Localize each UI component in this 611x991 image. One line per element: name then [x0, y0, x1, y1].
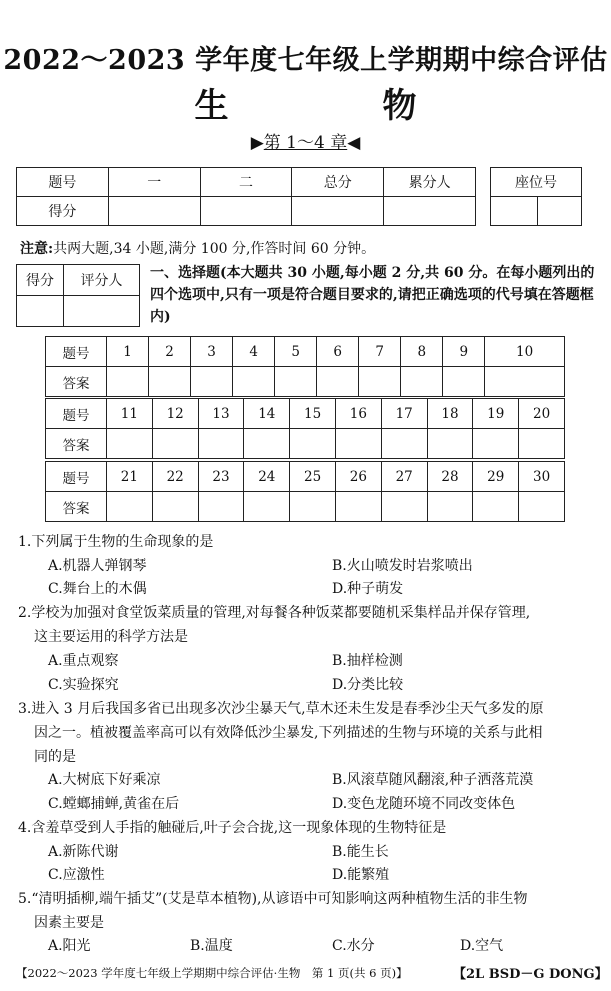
question-3-stem-line2: 因之一。植被覆盖率高可以有效降低沙尘暴发,下列描述的生物与环境的关系与此相 [34, 725, 543, 741]
question-3-option-c[interactable]: C.螳螂捕蝉,黄雀在后 [48, 796, 180, 812]
question-number: 6 [317, 337, 359, 367]
question-5-stem: 5.“清明插柳,端午插艾”(艾是草本植物),从谚语中可知影响这两种植物生活的非生物 [18, 891, 528, 907]
score-cell: 得分 [17, 197, 109, 226]
score-table-header-row [17, 168, 476, 197]
question-number: 14 [244, 399, 290, 429]
question-number: 10 [485, 337, 565, 367]
answer-cell[interactable] [381, 492, 427, 522]
chapter-text: 第 1～4 章 [263, 133, 348, 153]
question-number: 4 [233, 337, 275, 367]
answer-cell[interactable] [107, 367, 149, 397]
answer-cell[interactable] [335, 429, 381, 459]
grader-label: 评分人 [64, 265, 140, 296]
note-text: 共两大题,34 小题,满分 100 分,作答时间 60 分钟。 [53, 241, 376, 257]
question-1-option-a[interactable]: A.机器人弹钢琴 [48, 558, 147, 574]
question-number: 1 [107, 337, 149, 367]
triangle-left-icon: ◀ [347, 133, 361, 153]
question-5-option-c[interactable]: C.水分 [332, 938, 375, 954]
answer-label: 答案 [46, 492, 107, 522]
answer-cell[interactable] [244, 492, 290, 522]
answer-cell[interactable] [427, 429, 473, 459]
question-2-option-b[interactable]: B.抽样检测 [332, 653, 403, 669]
subject-title: 生 物 [194, 86, 477, 126]
score-cell: 总分 [292, 168, 384, 197]
question-number: 25 [290, 462, 336, 492]
question-number: 2 [149, 337, 191, 367]
answer-cell[interactable] [107, 492, 153, 522]
question-4-stem: 4.含羞草受到人手指的触碰后,叶子会合拢,这一现象体现的生物特征是 [18, 820, 447, 836]
question-number: 27 [381, 462, 427, 492]
question-number: 20 [519, 399, 565, 429]
score-input-cell[interactable] [384, 197, 476, 226]
question-5-stem-line2: 因素主要是 [34, 915, 104, 931]
question-number: 12 [152, 399, 198, 429]
answer-cell[interactable] [152, 492, 198, 522]
question-number: 17 [381, 399, 427, 429]
exam-note [20, 238, 375, 258]
question-4-option-d[interactable]: D.能繁殖 [332, 867, 390, 883]
answer-cell[interactable] [401, 367, 443, 397]
question-number: 30 [519, 462, 565, 492]
question-1-option-c[interactable]: C.舞台上的木偶 [48, 581, 147, 597]
question-number: 11 [107, 399, 153, 429]
answer-cell[interactable] [244, 429, 290, 459]
question-number: 22 [152, 462, 198, 492]
grader-box [16, 264, 140, 327]
grader-score-cell[interactable] [17, 296, 64, 327]
question-number: 18 [427, 399, 473, 429]
score-input-cell[interactable] [292, 197, 384, 226]
answer-cell[interactable] [275, 367, 317, 397]
section-instructions: 一、选择题(本大题共 30 小题,每小题 2 分,共 60 分。在每小题列出的四个选项中,只有一项是符合题目要求的,请把正确选项的代号填在答题框内) [150, 265, 595, 325]
question-3-option-a[interactable]: A.大树底下好乘凉 [48, 772, 161, 788]
answer-cell[interactable] [473, 429, 519, 459]
score-input-cell[interactable] [108, 197, 200, 226]
question-number: 24 [244, 462, 290, 492]
question-1-option-d[interactable]: D.种子萌发 [332, 581, 404, 597]
answer-cell[interactable] [485, 367, 565, 397]
answer-cell[interactable] [233, 367, 275, 397]
answer-cell[interactable] [381, 429, 427, 459]
answer-cell[interactable] [359, 367, 401, 397]
question-5-option-b[interactable]: B.温度 [190, 938, 233, 954]
chapter-range [0, 128, 611, 153]
seat-number-cell[interactable] [538, 197, 582, 226]
seat-number-cell[interactable] [491, 197, 538, 226]
score-table [16, 167, 476, 226]
answer-grid-3 [45, 461, 565, 522]
note-label: 注意: [20, 241, 54, 257]
seat-number-label: 座位号 [491, 168, 582, 197]
question-number-label: 题号 [46, 399, 107, 429]
score-cell: 累分人 [384, 168, 476, 197]
exam-title: 2022～2023 学年度七年级上学期期中综合评估 [3, 45, 608, 76]
answer-cell[interactable] [317, 367, 359, 397]
seat-number-table [490, 167, 582, 226]
answer-cell[interactable] [519, 492, 565, 522]
question-2-stem: 2.学校为加强对食堂饭菜质量的管理,对每餐各种饭菜都要随机采集样品并保存管理, [18, 605, 531, 621]
answer-cell[interactable] [191, 367, 233, 397]
question-number-label: 题号 [46, 337, 107, 367]
answer-cell[interactable] [290, 429, 336, 459]
question-3-stem-line3: 同的是 [34, 749, 76, 765]
answer-cell[interactable] [443, 367, 485, 397]
question-2-stem-line2: 这主要运用的科学方法是 [34, 629, 188, 645]
question-number: 19 [473, 399, 519, 429]
answer-cell[interactable] [519, 429, 565, 459]
question-5-option-d[interactable]: D.空气 [460, 938, 504, 954]
score-cell: 题号 [17, 168, 109, 197]
answer-cell[interactable] [290, 492, 336, 522]
question-4-option-c[interactable]: C.应激性 [48, 867, 105, 883]
answer-cell[interactable] [335, 492, 381, 522]
answer-label: 答案 [46, 429, 107, 459]
question-2-option-c[interactable]: C.实验探究 [48, 677, 119, 693]
page-footer: 【2022～2023 学年度七年级上学期期中综合评估·生物 第 1 页(共 6 页)】 [16, 966, 408, 980]
answer-grid-1 [45, 336, 565, 397]
answer-cell[interactable] [473, 492, 519, 522]
score-cell: 二 [200, 168, 292, 197]
question-5-option-a[interactable]: A.阳光 [48, 938, 91, 954]
answer-cell[interactable] [198, 429, 244, 459]
question-number-label: 题号 [46, 462, 107, 492]
question-4-option-a[interactable]: A.新陈代谢 [48, 844, 119, 860]
answer-cell[interactable] [152, 429, 198, 459]
question-number: 9 [443, 337, 485, 367]
grader-name-cell[interactable] [64, 296, 140, 327]
exam-code: 【2L BSD－G DONG】 [453, 967, 608, 982]
question-1-stem: 1.下列属于生物的生命现象的是 [18, 534, 214, 550]
question-3-stem: 3.进入 3 月后我国多省已出现多次沙尘暴天气,草木还未生发是春季沙尘天气多发的原 [18, 701, 544, 717]
score-cell: 一 [108, 168, 200, 197]
question-3-option-d[interactable]: D.变色龙随环境不同改变体色 [332, 796, 516, 812]
triangle-right-icon: ▶ [250, 133, 264, 153]
score-input-cell[interactable] [200, 197, 292, 226]
question-2-option-a[interactable]: A.重点观察 [48, 653, 119, 669]
question-number: 5 [275, 337, 317, 367]
question-number: 15 [290, 399, 336, 429]
question-number: 23 [198, 462, 244, 492]
question-3-option-b[interactable]: B.风滚草随风翻滚,种子洒落荒漠 [332, 772, 534, 788]
answer-cell[interactable] [107, 429, 153, 459]
answer-grid-2 [45, 398, 565, 459]
grader-score-label: 得分 [17, 265, 64, 296]
question-number: 16 [335, 399, 381, 429]
answer-cell[interactable] [427, 492, 473, 522]
score-table-score-row [17, 197, 476, 226]
answer-cell[interactable] [149, 367, 191, 397]
question-number: 13 [198, 399, 244, 429]
question-number: 21 [107, 462, 153, 492]
question-number: 7 [359, 337, 401, 367]
question-number: 3 [191, 337, 233, 367]
question-number: 28 [427, 462, 473, 492]
question-number: 26 [335, 462, 381, 492]
question-2-option-d[interactable]: D.分类比较 [332, 677, 404, 693]
answer-label: 答案 [46, 367, 107, 397]
question-1-option-b[interactable]: B.火山喷发时岩浆喷出 [332, 558, 473, 574]
question-4-option-b[interactable]: B.能生长 [332, 844, 389, 860]
question-number: 8 [401, 337, 443, 367]
answer-cell[interactable] [198, 492, 244, 522]
question-number: 29 [473, 462, 519, 492]
